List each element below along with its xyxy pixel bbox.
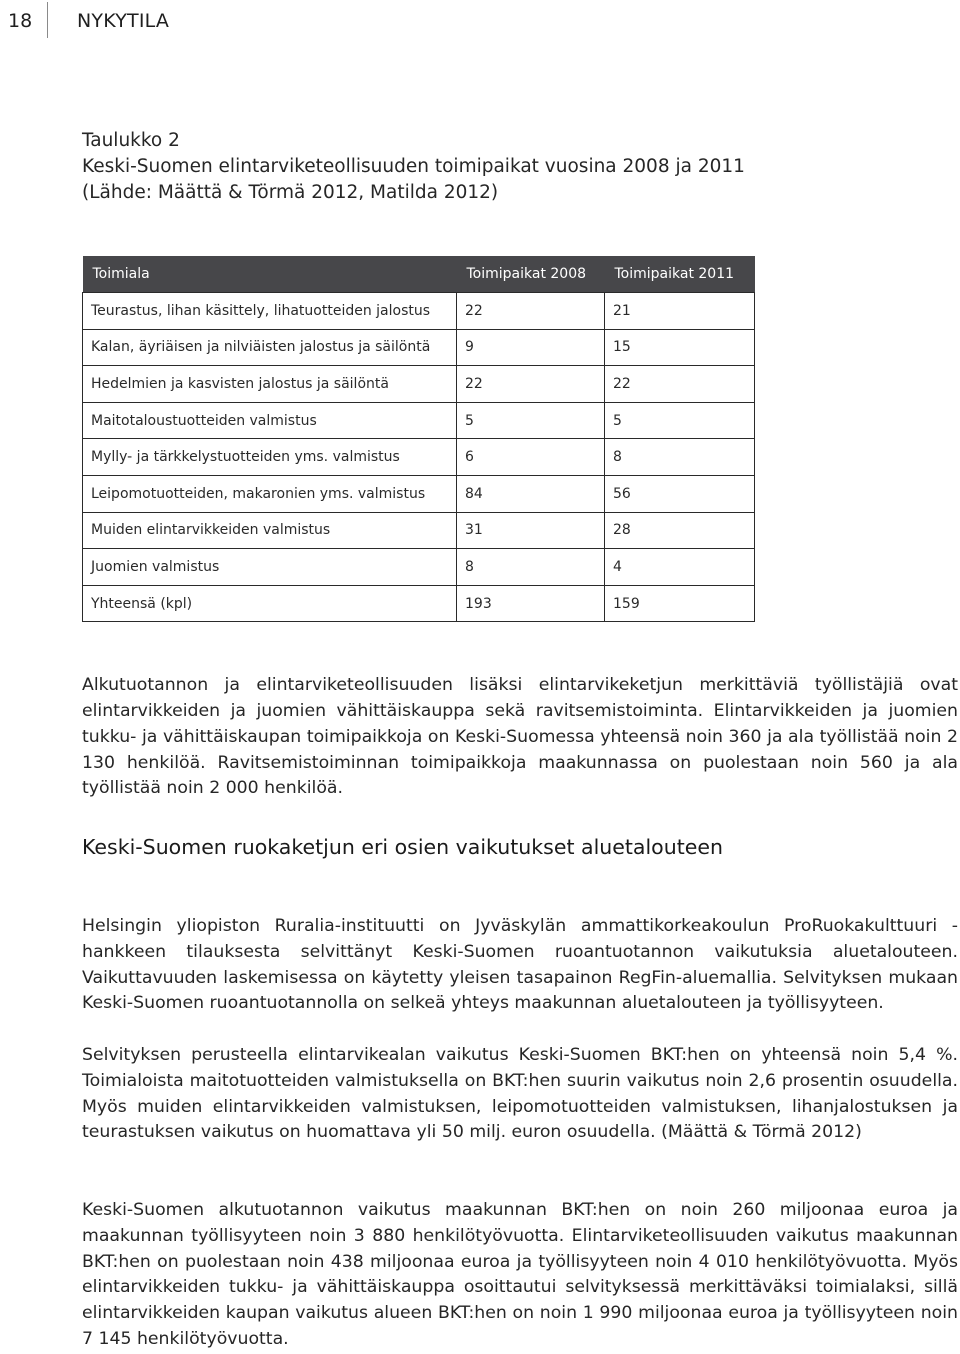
running-section-title: NYKYTILA [77, 10, 170, 32]
paragraph-primary-production-impact: Keski-Suomen alkutuotannon vaikutus maakunnan BKT:hen on noin 260 miljoonaa euroa ja maakunnan työllisyyteen noin 3 880 henkilötyövuotta. Elintarviketeollisuuden vaikutus maakunnan BKT:hen on puolestaan noin 438 miljoonaa euroa ja työllisyyteen noin 4 010 henkilötyövuotta. Myös elintarvikkeiden tukku- ja vähittäiskauppa osoittautui selvityksessä merkittäväksi toimialaksi, sillä elintarvikkeiden kaupan vaikutus alueen BKT:hen on noin 1 990 miljoonaa euroa ja työllisyyteen noin 7 145 henkilötyövuotta. [82, 1200, 958, 1349]
page-number: 18 [8, 10, 33, 32]
count-2008-cell: 5 [457, 402, 605, 439]
industry-cell: Leipomotuotteiden, makaronien yms. valmistus [83, 475, 457, 512]
industry-cell: Maitotaloustuotteiden valmistus [83, 402, 457, 439]
count-2011-cell: 4 [605, 549, 755, 586]
header-divider [47, 2, 48, 38]
count-2011-cell: 22 [605, 366, 755, 403]
count-2011-cell: 28 [605, 512, 755, 549]
industry-cell: Kalan, äyriäisen ja nilviäisten jalostus ja säilöntä [83, 329, 457, 366]
count-2008-cell: 31 [457, 512, 605, 549]
table-row [83, 512, 755, 549]
section-heading: Keski-Suomen ruokaketjun eri osien vaikutukset aluetalouteen [82, 835, 723, 859]
total-label-cell: Yhteensä (kpl) [83, 585, 457, 622]
industry-cell: Hedelmien ja kasvisten jalostus ja säilöntä [83, 366, 457, 403]
paragraph-retail-and-catering: Alkutuotannon ja elintarviketeollisuuden lisäksi elintarvikeketjun merkittäviä työllistäjiä ovat elintarvikkeiden ja juomien vähittäiskauppa sekä ravitsemistoiminta. Elintarvikkeiden ja juomien tukku- ja vähittäiskaupan toimipaikkoja on Keski-Suomessa yhteensä noin 360 ja ala työllistää noin 2 130 henkilöä. Ravitsemistoiminnan toimipaikkoja maakunnassa on puolestaan noin 560 ja ala työllistää noin 2 000 henkilöä. [82, 675, 958, 799]
table-row [83, 329, 755, 366]
table-total-row [83, 585, 755, 622]
table-source: (Lähde: Määttä & Törmä 2012, Matilda 2012) [82, 182, 499, 203]
count-2008-cell: 9 [457, 329, 605, 366]
paragraph-ruralia-study: Helsingin yliopiston Ruralia-instituutti on Jyväskylän ammattikorkeakoulun ProRuokakulttuuri -hankkeen tilauksesta selvittänyt Keski-Suomen ruoantuotannon vaikutuksia aluetalouteen. Vaikuttavuuden laskemisessa on käytetty yleisen tasapainon RegFin-aluemallia. Selvityksen mukaan Keski-Suomen ruoantuotannolla on selkeä yhteys maakunnan aluetalouteen ja työllisyyteen. [82, 916, 958, 1014]
column-header-2011: Toimipaikat 2011 [605, 256, 755, 293]
count-2008-cell: 6 [457, 439, 605, 476]
industry-cell: Teurastus, lihan käsittely, lihatuotteiden jalostus [83, 293, 457, 330]
count-2008-cell: 22 [457, 366, 605, 403]
table-row [83, 366, 755, 403]
paragraph-gdp-share: Selvityksen perusteella elintarvikealan vaikutus Keski-Suomen BKT:hen on yhteensä noin 5,4 %. Toimialoista maitotuotteiden valmistuksella on BKT:hen suurin vaikutus noin 2,6 prosentin osuudella. Myös muiden elintarvikkeiden valmistuksen, leipomotuotteiden valmistuksen, lihanjalostuksen ja teurastuksen vaikutus on huomattava yli 50 milj. euron osuudella. (Määttä & Törmä 2012) [82, 1045, 958, 1143]
table-row [83, 439, 755, 476]
industry-cell: Juomien valmistus [83, 549, 457, 586]
table-row [83, 293, 755, 330]
column-header-2008: Toimipaikat 2008 [457, 256, 605, 293]
industry-cell: Mylly- ja tärkkelystuotteiden yms. valmistus [83, 439, 457, 476]
column-header-industry: Toimiala [83, 256, 457, 293]
industry-cell: Muiden elintarvikkeiden valmistus [83, 512, 457, 549]
page-header [0, 0, 960, 40]
total-2008-cell: 193 [457, 585, 605, 622]
total-2011-cell: 159 [605, 585, 755, 622]
count-2011-cell: 15 [605, 329, 755, 366]
count-2008-cell: 84 [457, 475, 605, 512]
table-caption [82, 128, 745, 206]
table-row [83, 549, 755, 586]
count-2011-cell: 56 [605, 475, 755, 512]
establishments-table [82, 256, 754, 622]
table-row [83, 475, 755, 512]
count-2008-cell: 8 [457, 549, 605, 586]
table-header-row [83, 256, 755, 293]
table-title: Keski-Suomen elintarviketeollisuuden toimipaikat vuosina 2008 ja 2011 [82, 156, 745, 177]
count-2011-cell: 5 [605, 402, 755, 439]
table-number: Taulukko 2 [82, 130, 180, 151]
count-2008-cell: 22 [457, 293, 605, 330]
count-2011-cell: 21 [605, 293, 755, 330]
count-2011-cell: 8 [605, 439, 755, 476]
table-row [83, 402, 755, 439]
